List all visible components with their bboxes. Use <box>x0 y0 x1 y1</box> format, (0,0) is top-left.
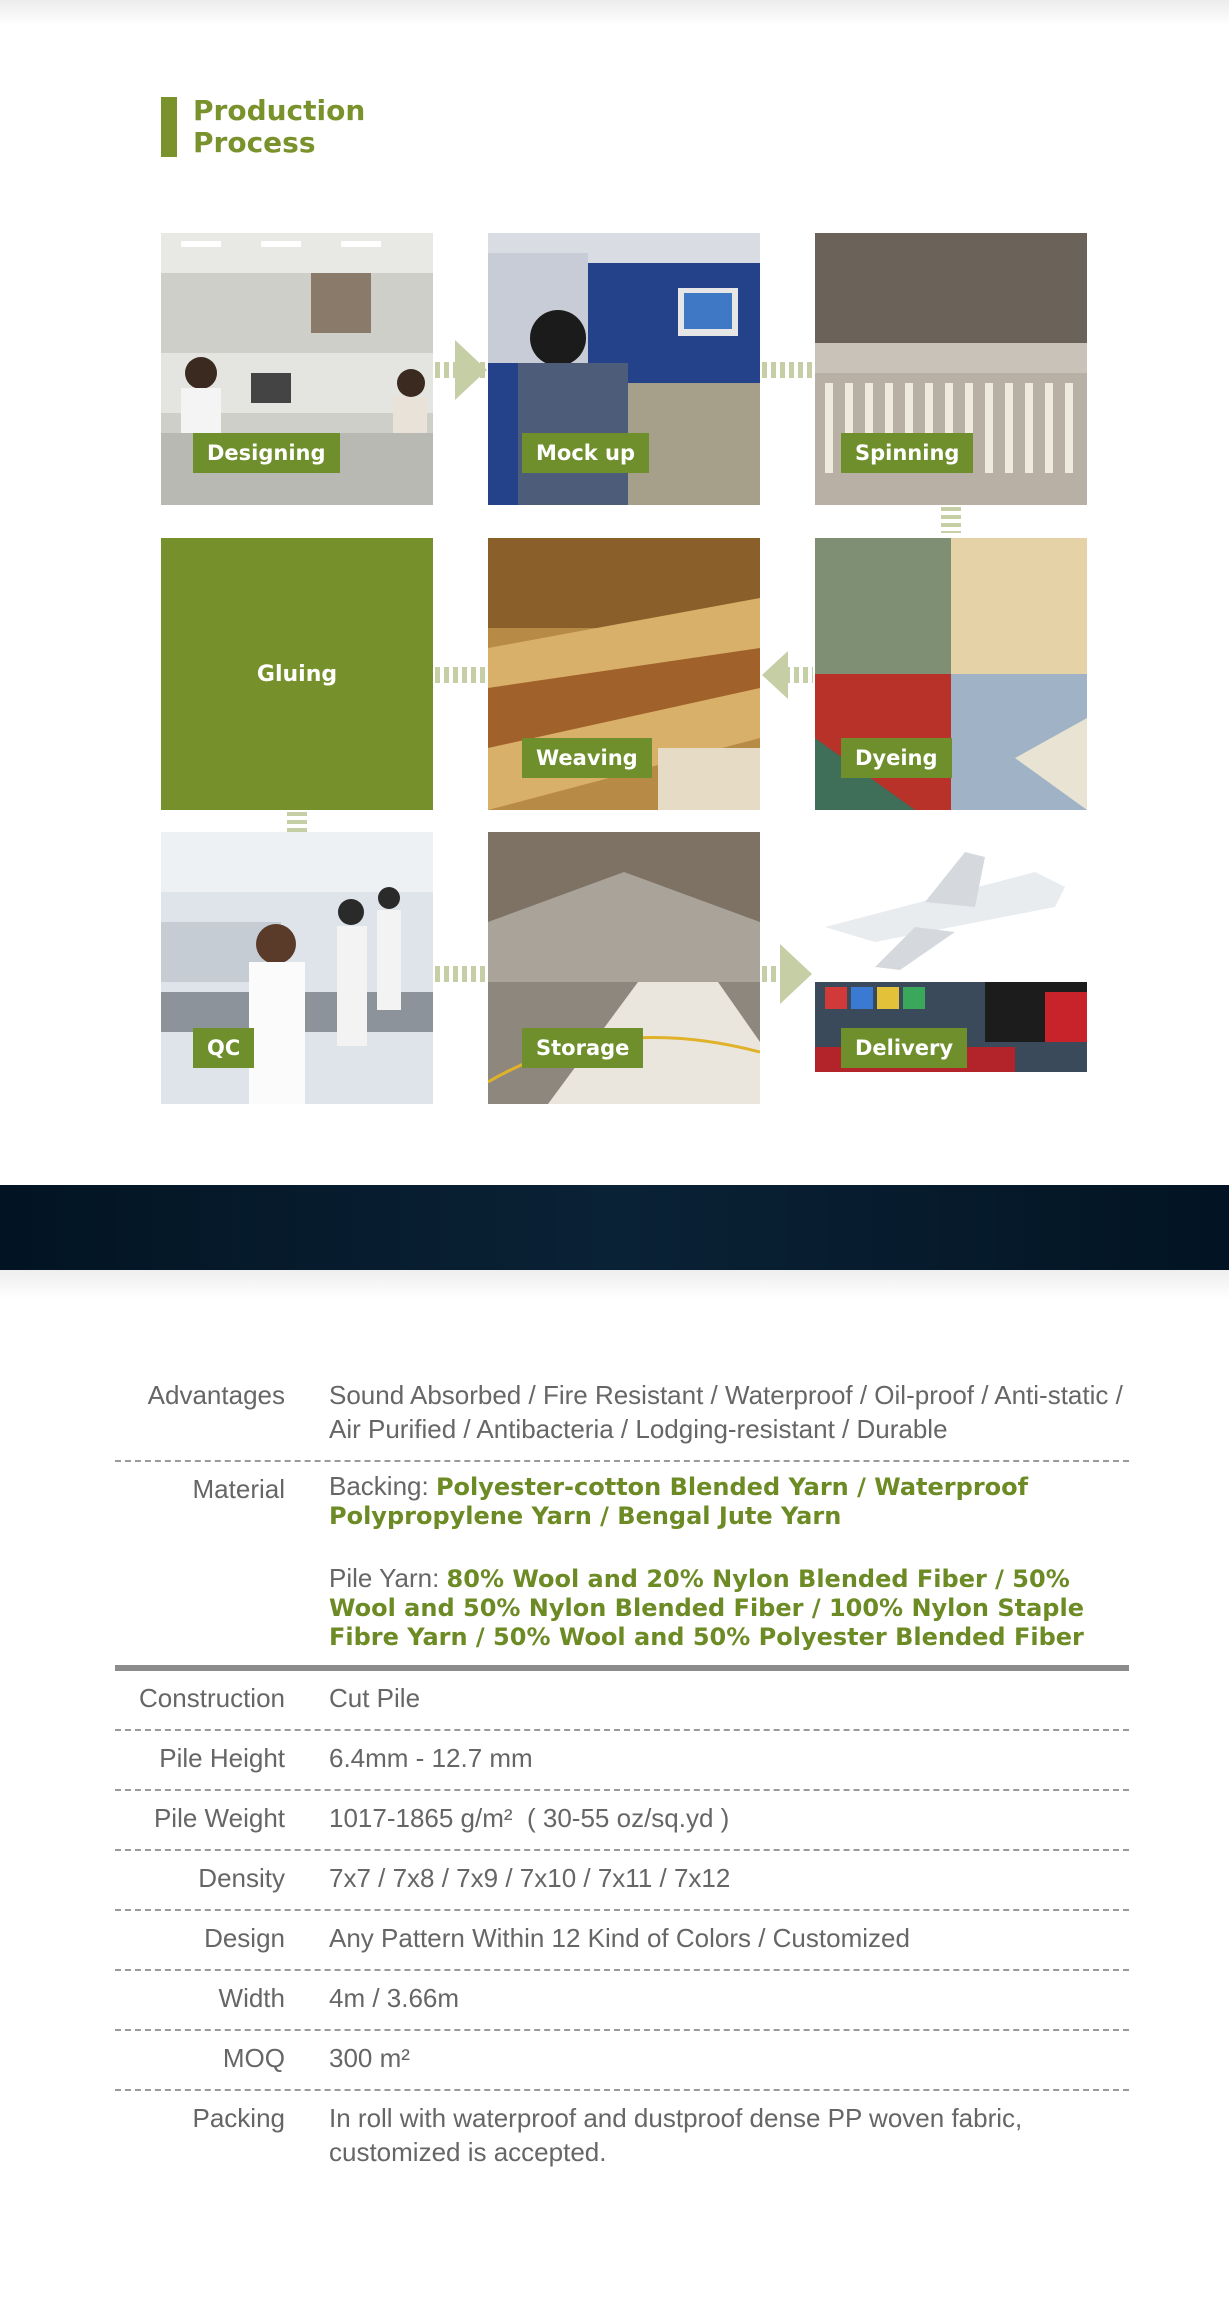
connector-stripes <box>435 667 485 683</box>
spec-row-construction <box>115 1671 1129 1731</box>
spec-key: Packing <box>192 2103 285 2133</box>
section-title <box>193 95 453 159</box>
spec-value: 6.4mm - 12.7 mm <box>329 1743 533 1773</box>
spec-row-pile-weight <box>115 1791 1129 1851</box>
divider-band <box>0 1185 1229 1270</box>
spec-row-width <box>115 1971 1129 2031</box>
pile-yarn-value: 80% Wool and 20% Nylon Blended Fiber / 50% Wool and 50% Nylon Blended Fiber / 100% Nylon Staple Fibre Yarn / 50% Wool and 50% Polyester Blended Fiber <box>329 1565 1084 1651</box>
arrow-right-icon <box>780 944 812 1004</box>
spec-key: MOQ <box>222 2043 285 2073</box>
step-qc <box>161 832 433 1104</box>
spec-key: Density <box>198 1863 285 1893</box>
spec-key: Width <box>218 1983 285 2013</box>
connector-stripes-vertical <box>941 507 961 533</box>
section-title-line2: Process <box>193 126 316 159</box>
step-label-designing: Designing <box>193 433 340 473</box>
spec-value: Any Pattern Within 12 Kind of Colors / Customized <box>329 1923 910 1953</box>
connector-stripes <box>762 362 812 378</box>
step-gluing <box>161 538 433 810</box>
spec-value <box>329 1472 1129 1651</box>
arrow-right-icon <box>455 340 487 400</box>
section-title-line1: Production <box>193 94 366 127</box>
step-storage <box>488 832 760 1104</box>
step-designing <box>161 233 433 505</box>
step-delivery <box>815 832 1087 1104</box>
spec-value: 7x7 / 7x8 / 7x9 / 7x10 / 7x11 / 7x12 <box>329 1863 731 1893</box>
spec-row-advantages <box>115 1370 1129 1462</box>
step-label-storage: Storage <box>522 1028 643 1068</box>
spec-key: Material <box>192 1474 285 1504</box>
step-label-mock-up: Mock up <box>522 433 649 473</box>
step-spinning <box>815 233 1087 505</box>
spec-row-packing <box>115 2091 1129 2183</box>
spec-key: Pile Weight <box>153 1803 285 1833</box>
spec-key: Pile Height <box>159 1743 285 1773</box>
spec-value: 300 m² <box>329 2043 410 2073</box>
step-dyeing <box>815 538 1087 810</box>
spec-row-material <box>115 1462 1129 1671</box>
top-shade <box>0 0 1229 26</box>
step-label-spinning: Spinning <box>841 433 973 473</box>
step-label-weaving: Weaving <box>522 738 652 778</box>
spec-value: 4m / 3.66m <box>329 1983 460 2013</box>
step-label-delivery: Delivery <box>841 1028 967 1068</box>
pile-yarn-label: Pile Yarn: <box>329 1563 447 1593</box>
spec-row-design <box>115 1911 1129 1971</box>
connector-stripes <box>785 667 813 683</box>
spec-value: In roll with waterproof and dustproof dense PP woven fabric, customized is accepted. <box>329 2103 1023 2167</box>
step-weaving <box>488 538 760 810</box>
step-label-gluing: Gluing <box>256 661 338 687</box>
step-label-qc: QC <box>193 1028 254 1068</box>
spec-row-moq <box>115 2031 1129 2091</box>
spec-row-density <box>115 1851 1129 1911</box>
spec-key: Advantages <box>147 1380 285 1410</box>
band-shadow <box>0 1270 1229 1300</box>
backing-label: Backing: <box>329 1471 436 1501</box>
spec-key: Construction <box>139 1683 285 1713</box>
spec-value: Sound Absorbed / Fire Resistant / Waterproof / Oil-proof / Anti-static / Air Purified / Antibacteria / Lodging-resistant / Durable <box>329 1380 1123 1444</box>
heading-accent-bar <box>161 97 177 157</box>
spec-value: 1017-1865 g/m² ( 30-55 oz/sq.yd ) <box>329 1803 730 1833</box>
connector-stripes <box>435 966 485 982</box>
spec-key: Design <box>204 1923 285 1953</box>
spec-value: Cut Pile <box>329 1683 421 1713</box>
spec-row-pile-height <box>115 1731 1129 1791</box>
step-label-dyeing: Dyeing <box>841 738 952 778</box>
spec-table <box>115 1370 1129 2183</box>
backing-value: Polyester-cotton Blended Yarn / Waterproof Polypropylene Yarn / Bengal Jute Yarn <box>329 1473 1029 1530</box>
step-mock-up <box>488 233 760 505</box>
